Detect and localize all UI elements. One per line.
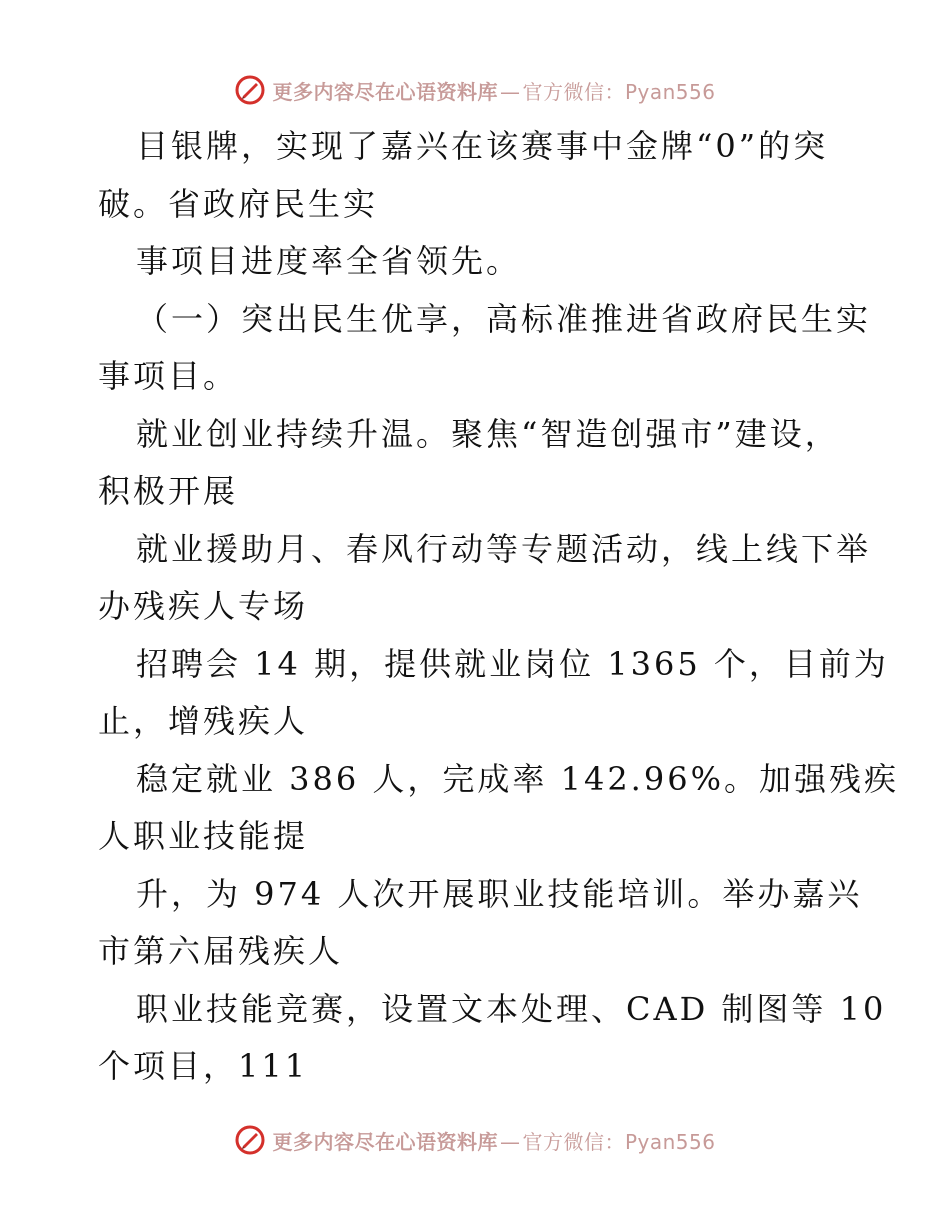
watermark-main: 更多内容尽在心语资料库 [272, 1129, 498, 1154]
text-line: 个项目，111 [98, 1047, 309, 1085]
text-line: 就业援助月、春风行动等专题活动，线上线下举 [136, 529, 872, 568]
watermark-text [272, 76, 715, 105]
text-line: 职业技能竞赛，设置文本处理、CAD 制图等 10 [136, 989, 887, 1028]
text-line: 升，为 974 人次开展职业技能培训。举办嘉兴 [136, 874, 863, 913]
text-line: 市第六届残疾人 [98, 932, 344, 970]
quill-seal-icon [234, 74, 266, 106]
footer-watermark [0, 1120, 950, 1160]
watermark-suffix: 官方微信：Pyan556 [522, 1129, 716, 1154]
text-line: 办残疾人专场 [98, 587, 309, 625]
text-line: 招聘会 14 期，提供就业岗位 1365 个，目前为 [136, 644, 889, 683]
text-line: 积极开展 [98, 472, 239, 510]
text-line: 人职业技能提 [98, 817, 309, 855]
watermark-dash: — [499, 1129, 521, 1154]
document-body [98, 118, 899, 1096]
watermark-text [272, 1126, 715, 1155]
watermark-main: 更多内容尽在心语资料库 [272, 79, 498, 104]
watermark-dash: — [499, 79, 521, 104]
quill-seal-icon [234, 1124, 266, 1156]
text-line: 破。省政府民生实 [98, 184, 379, 223]
text-line: 就业创业持续升温。聚焦“智造创强市”建设， [136, 414, 840, 453]
text-line: 稳定就业 386 人，完成率 142.96%。加强残疾 [136, 759, 899, 798]
text-line: 事项目。 [98, 357, 239, 395]
text-line: 事项目进度率全省领先。 [136, 242, 522, 280]
watermark-suffix: 官方微信：Pyan556 [522, 79, 716, 104]
text-line: （一）突出民生优享，高标准推进省政府民生实 [136, 299, 872, 338]
text-line: 止，增残疾人 [98, 702, 309, 740]
header-watermark [0, 70, 950, 110]
text-line: 目银牌，实现了嘉兴在该赛事中金牌“0”的突 [136, 127, 829, 165]
